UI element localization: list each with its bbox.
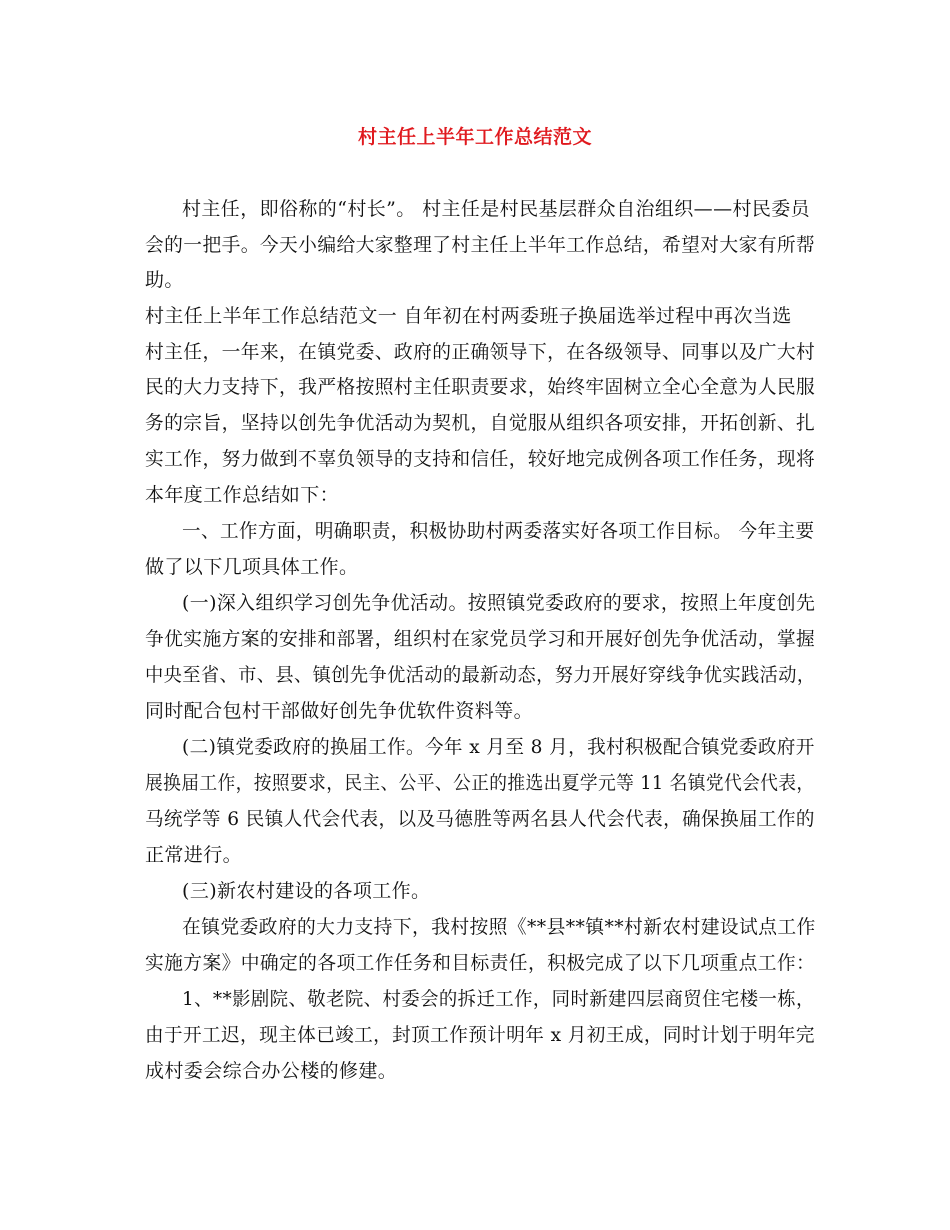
- paragraph-line: (三)新农村建设的各项工作。: [182, 880, 431, 902]
- paragraph-line: 马统学等 6 民镇人代会代表，以及马德胜等两名县人代会代表，确保换届工作的: [145, 808, 815, 830]
- paragraph-line: 村主任，一年来，在镇党委、政府的正确领导下，在各级领导、同事以及广大村: [145, 341, 816, 363]
- paragraph-line: 争优实施方案的安排和部署，组织村在家党员学习和开展好创先争优活动，掌握: [145, 628, 816, 650]
- paragraph-line: 正常进行。: [145, 844, 243, 866]
- paragraph-line: 展换届工作，按照要求，民主、公平、公正的推选出夏学元等 11 名镇党代会代表，: [145, 772, 815, 794]
- paragraph-line: 实工作，努力做到不辜负领导的支持和信任，较好地完成例各项工作任务，现将: [145, 448, 816, 470]
- paragraph-line: 成村委会综合办公楼的修建。: [145, 1060, 398, 1082]
- paragraph-line: (一)深入组织学习创先争优活动。按照镇党委政府的要求，按照上年度创先: [182, 592, 816, 614]
- paragraph-line: 会的一把手。今天小编给大家整理了村主任上半年工作总结，希望对大家有所帮: [145, 234, 816, 256]
- paragraph-line: 实施方案》中确定的各项工作任务和目标责任，积极完成了以下几项重点工作：: [145, 952, 816, 974]
- paragraph-line: 村主任上半年工作总结范文一 自年初在村两委班子换届选举过程中再次当选: [145, 305, 792, 327]
- paragraph-line: 民的大力支持下，我严格按照村主任职责要求，始终牢固树立全心全意为人民服: [145, 376, 816, 398]
- document-title: 村主任上半年工作总结范文: [357, 126, 592, 148]
- paragraph-line: 在镇党委政府的大力支持下，我村按照《**县**镇**村新农村建设试点工作: [182, 916, 816, 938]
- paragraph-line: 中央至省、市、县、镇创先争优活动的最新动态，努力开展好穿线争优实践活动，: [145, 664, 816, 686]
- paragraph-line: 同时配合包村干部做好创先争优软件资料等。: [145, 700, 534, 722]
- paragraph-line: 村主任，即俗称的“村长”。 村主任是村民基层群众自治组织——村民委员: [182, 198, 811, 220]
- paragraph-line: 助。: [145, 269, 184, 291]
- paragraph-line: (二)镇党委政府的换届工作。今年 x 月至 8 月，我村积极配合镇党委政府开: [182, 736, 815, 758]
- paragraph-line: 本年度工作总结如下：: [145, 484, 340, 506]
- paragraph-line: 做了以下几项具体工作。: [145, 556, 359, 578]
- paragraph-line: 务的宗旨，坚持以创先争优活动为契机，自觉服从组织各项安排，开拓创新、扎: [145, 412, 816, 434]
- paragraph-line: 由于开工迟，现主体已竣工，封顶工作预计明年 x 月初王成，同时计划于明年完: [145, 1024, 815, 1046]
- paragraph-line: 一、工作方面，明确职责，积极协助村两委落实好各项工作目标。 今年主要: [182, 520, 815, 542]
- paragraph-line: 1、**影剧院、敬老院、村委会的拆迁工作，同时新建四层商贸住宅楼一栋，: [182, 988, 815, 1010]
